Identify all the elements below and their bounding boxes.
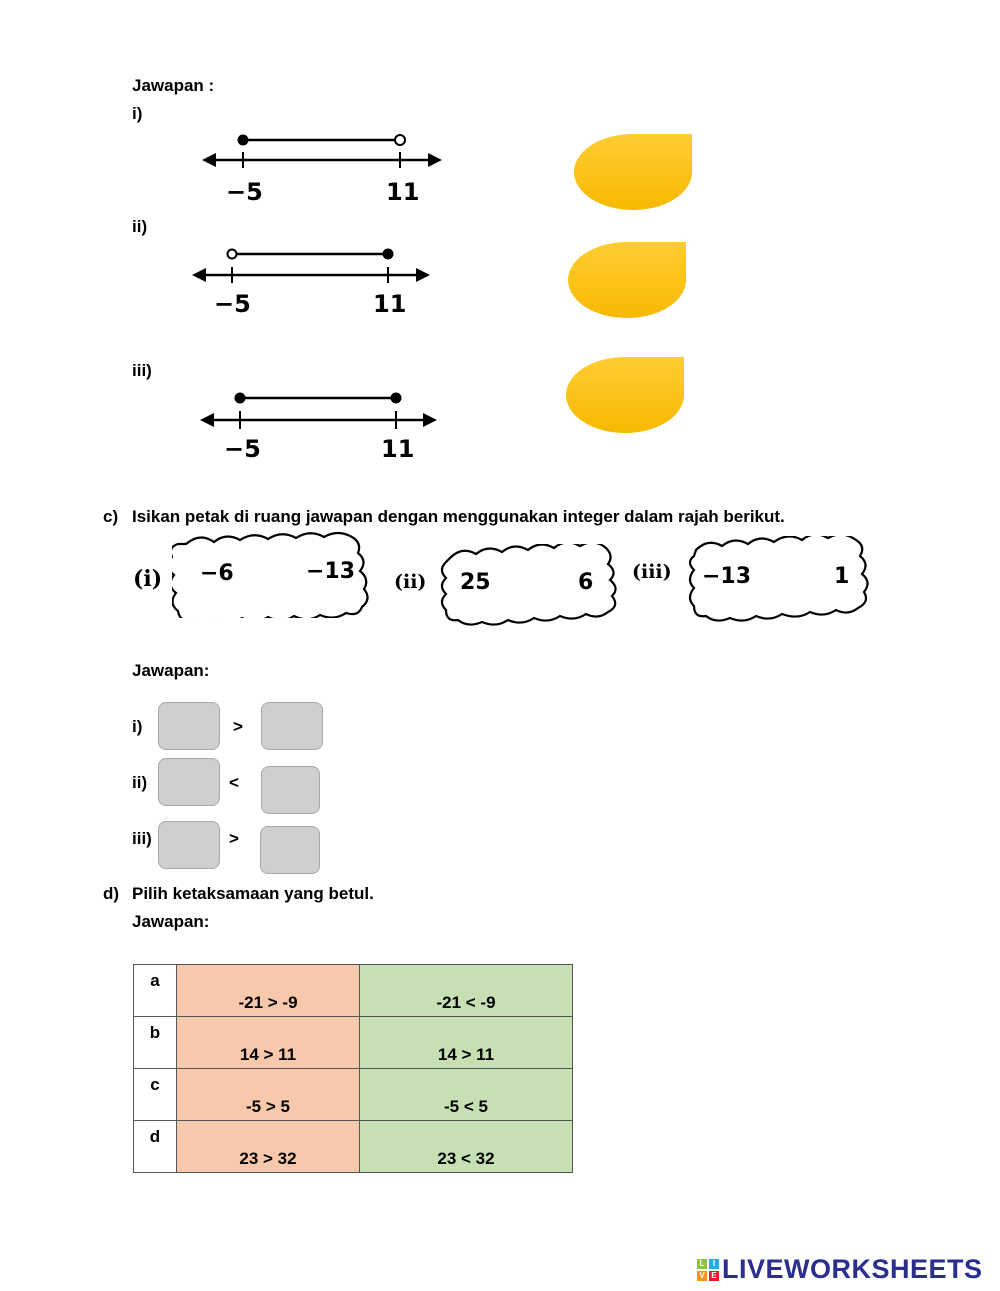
cloud-i-value-a: −6 bbox=[200, 561, 234, 586]
table-row bbox=[134, 1121, 573, 1173]
question-marker-d: d) bbox=[103, 884, 120, 903]
item-label-iii: iii) bbox=[132, 361, 152, 380]
number-line-ii-left-label: −5 bbox=[214, 290, 251, 318]
number-line-i bbox=[200, 128, 445, 178]
cloud-label-iii: (iii) bbox=[632, 561, 672, 583]
row-letter: d bbox=[134, 1121, 177, 1173]
open-dot-left bbox=[228, 250, 237, 259]
cloud-i-value-b: −13 bbox=[306, 559, 356, 584]
answer-drop-target-iii[interactable] bbox=[566, 357, 684, 433]
inequality-choice-table bbox=[133, 964, 573, 1173]
operator-iii: > bbox=[229, 829, 239, 848]
item-label-i: i) bbox=[132, 104, 143, 123]
answer-drop-target-ii[interactable] bbox=[568, 242, 686, 318]
cloud-label-ii: (ii) bbox=[394, 571, 427, 593]
question-marker-c: c) bbox=[103, 507, 119, 526]
choice-option-1[interactable]: -5 > 5 bbox=[177, 1069, 360, 1121]
closed-dot-left bbox=[235, 393, 246, 404]
choice-option-2[interactable]: -21 < -9 bbox=[360, 965, 573, 1017]
answer-label-b: Jawapan : bbox=[132, 76, 215, 95]
number-line-ii bbox=[190, 242, 435, 292]
item-label-ii: ii) bbox=[132, 217, 148, 236]
cloud-label-i: (i) bbox=[133, 566, 163, 592]
answer-box-iii-right[interactable] bbox=[260, 826, 320, 874]
row-letter: b bbox=[134, 1017, 177, 1069]
choice-option-1[interactable]: 23 > 32 bbox=[177, 1121, 360, 1173]
table-row bbox=[134, 965, 573, 1017]
table-row bbox=[134, 1017, 573, 1069]
number-line-i-left-label: −5 bbox=[226, 178, 263, 206]
question-text-c: Isikan petak di ruang jawapan dengan menggunakan integer dalam rajah berikut. bbox=[132, 507, 785, 526]
choice-option-2[interactable]: 23 < 32 bbox=[360, 1121, 573, 1173]
choice-option-1[interactable]: 14 > 11 bbox=[177, 1017, 360, 1069]
answer-row-label-i: i) bbox=[132, 717, 143, 736]
liveworksheets-logo bbox=[697, 1254, 983, 1285]
answer-row-label-ii: ii) bbox=[132, 773, 148, 792]
answer-box-i-left[interactable] bbox=[158, 702, 220, 750]
answer-row-label-iii: iii) bbox=[132, 829, 152, 848]
closed-dot-right bbox=[383, 249, 394, 260]
answer-box-ii-left[interactable] bbox=[158, 758, 220, 806]
answer-box-iii-left[interactable] bbox=[158, 821, 220, 869]
answer-box-ii-right[interactable] bbox=[261, 766, 320, 814]
closed-dot-left bbox=[238, 135, 249, 146]
number-line-iii-left-label: −5 bbox=[224, 435, 261, 463]
number-line-i-right-label: 11 bbox=[386, 178, 420, 206]
cloud-iii-value-a: −13 bbox=[702, 564, 752, 589]
row-letter: a bbox=[134, 965, 177, 1017]
cloud-iii-value-b: 1 bbox=[834, 564, 850, 589]
closed-dot-right bbox=[391, 393, 402, 404]
choice-option-2[interactable]: 14 > 11 bbox=[360, 1017, 573, 1069]
cloud-ii-value-a: 25 bbox=[460, 570, 491, 595]
cloud-ii-value-b: 6 bbox=[578, 570, 594, 595]
open-dot-right bbox=[395, 135, 405, 145]
operator-i: > bbox=[233, 717, 243, 736]
answer-label-c: Jawapan: bbox=[132, 661, 210, 680]
choice-option-1[interactable]: -21 > -9 bbox=[177, 965, 360, 1017]
answer-drop-target-i[interactable] bbox=[574, 134, 692, 210]
number-line-iii bbox=[198, 387, 443, 437]
number-line-iii-right-label: 11 bbox=[381, 435, 415, 463]
answer-box-i-right[interactable] bbox=[261, 702, 323, 750]
choice-option-2[interactable]: -5 < 5 bbox=[360, 1069, 573, 1121]
table-row bbox=[134, 1069, 573, 1121]
row-letter: c bbox=[134, 1069, 177, 1121]
logo-mark-icon: L I V E bbox=[697, 1259, 719, 1281]
number-line-ii-right-label: 11 bbox=[373, 290, 407, 318]
answer-label-d: Jawapan: bbox=[132, 912, 210, 931]
logo-text: LIVEWORKSHEETS bbox=[722, 1254, 983, 1284]
question-text-d: Pilih ketaksamaan yang betul. bbox=[132, 884, 374, 903]
operator-ii: < bbox=[229, 773, 239, 792]
